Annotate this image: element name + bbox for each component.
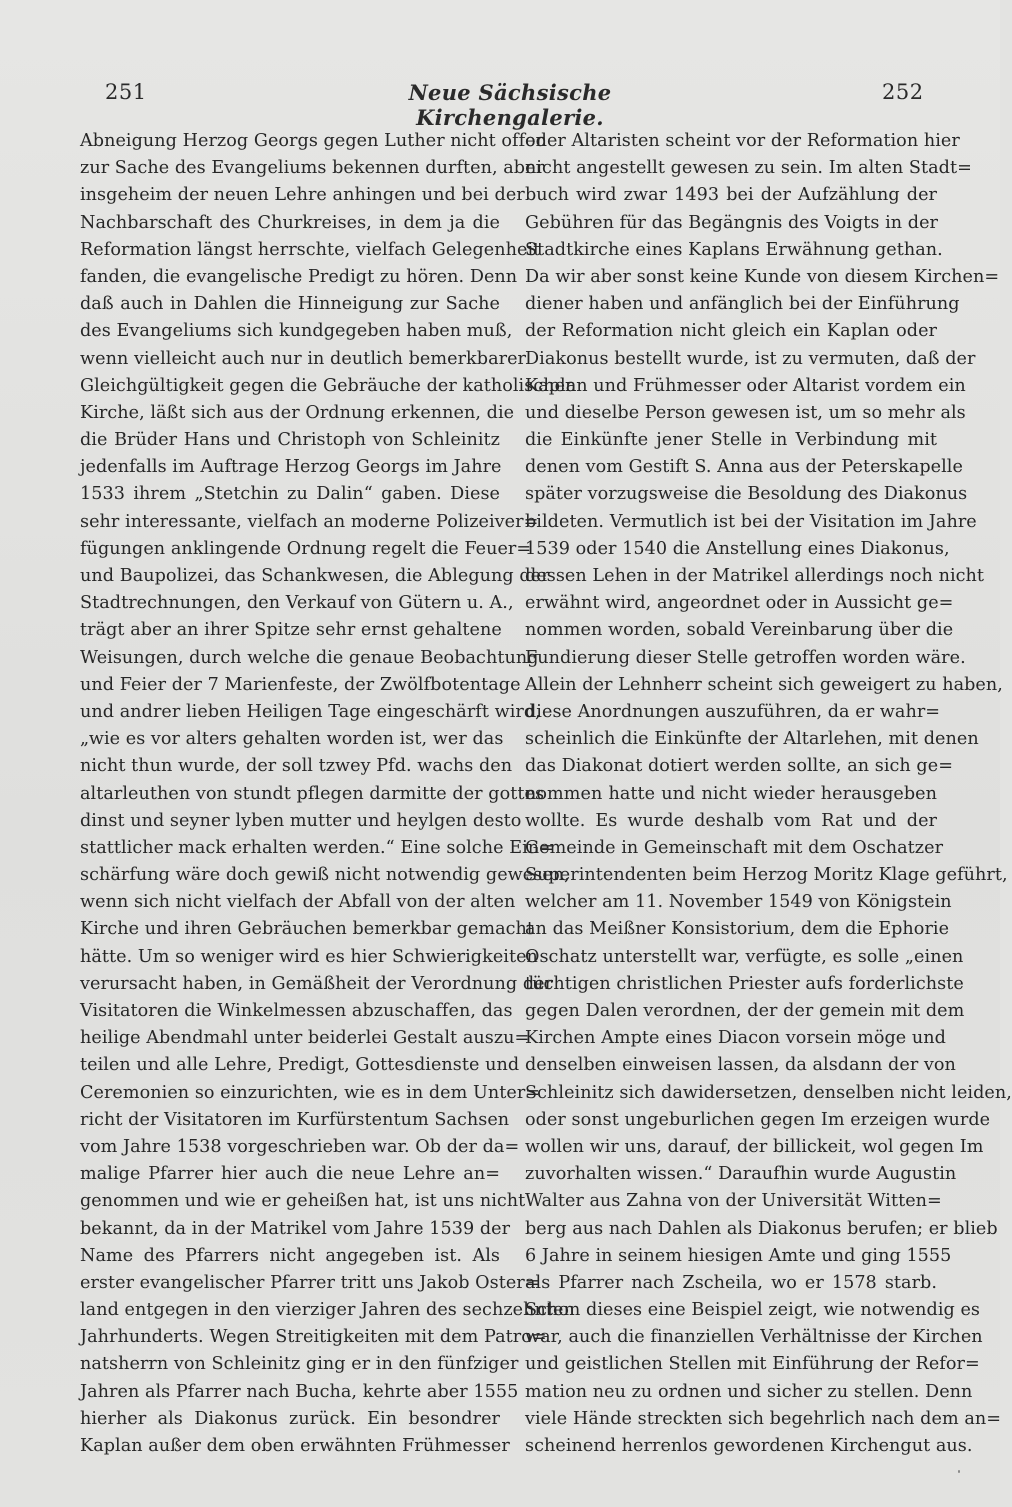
text-line: heilige Abendmahl unter beiderlei Gestalt auszu= <box>80 1028 530 1049</box>
text-line: land entgegen in den vierziger Jahren des sechzehnten <box>80 1300 575 1321</box>
text-line: und Baupolizei, das Schankwesen, die Ablegung der <box>80 566 550 586</box>
text-line: gegen Dalen verordnen, der der gemein mit dem <box>525 1001 965 1021</box>
text-line: erster evangelischer Pfarrer tritt uns Jakob Oster= <box>80 1272 540 1293</box>
text-line: war, auch die finanziellen Verhältnisse der Kirchen <box>525 1327 983 1348</box>
text-line: nicht thun wurde, der soll tzwey Pfd. wachs den <box>80 756 513 777</box>
text-line: altarleuthen von stundt pflegen darmitte der gottes <box>80 783 545 804</box>
right-text-column <box>525 128 1012 1460</box>
text-line: Weisungen, durch welche die genaue Beobachtung <box>80 647 539 668</box>
text-line: genommen und wie er geheißen hat, ist uns nicht <box>80 1191 526 1212</box>
text-line: Kirche, läßt sich aus der Ordnung erkennen, die <box>80 402 515 423</box>
text-line: Gemeinde in Gemeinschaft mit dem Oschatzer <box>525 837 944 858</box>
text-line: die Brüder Hans und Christoph von Schleinitz <box>80 430 500 451</box>
text-line: Walter aus Zahna von der Universität Witten= <box>525 1191 942 1212</box>
text-line: denselben einweisen lassen, da alsdann der von <box>525 1055 956 1076</box>
text-line: Da wir aber sonst keine Kunde von diesem Kirchen= <box>525 266 1000 287</box>
text-line: und Feier der 7 Marienfeste, der Zwölfbotentage <box>80 674 521 695</box>
text-line: Reformation längst herrschte, vielfach Gelegenheit <box>80 239 541 260</box>
running-title: Neue Sächsische Kirchengalerie. <box>408 80 612 130</box>
text-line: Name des Pfarrers nicht angegeben ist. Als <box>80 1245 500 1266</box>
text-line: Kirche und ihren Gebräuchen bemerkbar gemacht <box>80 919 535 940</box>
text-line: bekannt, da in der Matrikel vom Jahre 1539 der <box>80 1218 511 1239</box>
right-page-number: 252 <box>882 80 924 104</box>
text-line: die Einkünfte jener Stelle in Verbindung mit <box>525 430 937 451</box>
text-line: „wie es vor alters gehalten worden ist, wer das <box>80 729 504 750</box>
text-line: Schleinitz sich dawidersetzen, denselben nicht leiden, <box>525 1082 1012 1103</box>
text-line: oder sonst ungeburlichen gegen Im erzeigen wurde <box>525 1109 991 1130</box>
text-line: und geistlichen Stellen mit Einführung der Refor= <box>525 1354 980 1375</box>
text-line: an das Meißner Konsistorium, dem die Ephorie <box>525 919 950 940</box>
text-line: schärfung wäre doch gewiß nicht notwendig gewesen, <box>80 865 570 886</box>
text-line: erwähnt wird, angeordnet oder in Aussicht ge= <box>525 593 954 614</box>
text-line: diese Anordnungen auszuführen, da er wahr= <box>525 701 941 722</box>
text-line: 6 Jahre in seinem hiesigen Amte und ging 1555 <box>525 1245 952 1266</box>
text-line: nicht angestellt gewesen zu sein. Im alten Stadt= <box>525 158 972 179</box>
text-line: Kaplan außer dem oben erwähnten Frühmesser <box>80 1436 510 1456</box>
text-line: Jahren als Pfarrer nach Bucha, kehrte aber 1555 <box>80 1381 519 1402</box>
text-line: buch wird zwar 1493 bei der Aufzählung der <box>525 185 937 206</box>
text-line: Jahrhunderts. Wegen Streitigkeiten mit dem Patro= <box>80 1327 547 1348</box>
text-line: berg aus nach Dahlen als Diakonus berufen; er blieb <box>525 1218 998 1239</box>
text-line: Stadtrechnungen, den Verkauf von Gütern u. A., <box>80 593 514 614</box>
text-line: Kaplan und Frühmesser oder Altarist vordem ein <box>525 375 966 396</box>
text-line: richt der Visitatoren im Kurfürstentum Sachsen <box>80 1109 510 1130</box>
text-line: 1533 ihrem „Stetchin zu Dalin“ gaben. Diese <box>80 484 500 505</box>
text-line: welcher am 11. November 1549 von Königstein <box>525 892 952 913</box>
text-line: wenn vielleicht auch nur in deutlich bemerkbarer <box>80 348 526 369</box>
text-line: das Diakonat dotiert werden sollte, an sich ge= <box>525 756 954 777</box>
text-line: Allein der Lehnherr scheint sich geweigert zu haben, <box>525 674 1003 695</box>
text-line: Stadtkirche eines Kaplans Erwähnung gethan. <box>525 239 943 260</box>
text-line: nommen hatte und nicht wieder herausgeben <box>525 783 937 804</box>
text-line: wenn sich nicht vielfach der Abfall von der alten <box>80 892 516 913</box>
text-line: Kirchen Ampte eines Diacon vorsein möge und <box>525 1028 946 1049</box>
text-line: nommen worden, sobald Vereinbarung über die <box>525 620 954 641</box>
scan-speck <box>958 1470 960 1473</box>
text-line: Schon dieses eine Beispiel zeigt, wie notwendig es <box>525 1300 981 1321</box>
text-line: und andrer lieben Heiligen Tage eingeschärft wird, <box>80 701 541 722</box>
text-line: dessen Lehen in der Matrikel allerdings noch nicht <box>525 566 985 586</box>
text-line: des Evangeliums sich kundgegeben haben muß, <box>80 321 513 342</box>
text-line: Superintendenten beim Herzog Moritz Klage geführt, <box>525 865 1008 886</box>
text-line: tüchtigen christlichen Priester aufs forderlichste <box>525 973 964 994</box>
text-line: stattlicher mack erhalten werden.“ Eine solche Ein= <box>80 837 554 858</box>
text-line: sehr interessante, vielfach an moderne Polizeiver= <box>80 511 539 532</box>
text-line: jedenfalls im Auftrage Herzog Georgs im Jahre <box>80 457 502 478</box>
text-line: als Pfarrer nach Zscheila, wo er 1578 starb. <box>525 1272 937 1293</box>
text-line: zur Sache des Evangeliums bekennen durften, aber <box>80 158 545 179</box>
text-line: Visitatoren die Winkelmessen abzuschaffen, das <box>80 1001 513 1021</box>
left-text-column <box>80 128 577 1460</box>
text-line: Ceremonien so einzurichten, wie es in dem Unter= <box>80 1082 541 1103</box>
text-line: scheinlich die Einkünfte der Altarlehen, mit denen <box>525 729 979 750</box>
text-line: oder Altaristen scheint vor der Reformation hier <box>525 131 960 151</box>
text-line: diener haben und anfänglich bei der Einführung <box>525 294 960 315</box>
text-line: dinst und seyner lyben mutter und heylgen desto <box>80 810 522 831</box>
text-line: vom Jahre 1538 vorgeschrieben war. Ob der da= <box>80 1136 520 1157</box>
left-page-number: 251 <box>105 80 147 104</box>
text-line: denen vom Gestift S. Anna aus der Peterskapelle <box>525 457 963 478</box>
text-line: trägt aber an ihrer Spitze sehr ernst gehaltene <box>80 620 502 641</box>
text-line: daß auch in Dahlen die Hinneigung zur Sache <box>80 294 500 315</box>
text-line: viele Hände streckten sich begehrlich nach dem an= <box>525 1408 1002 1429</box>
text-line: fügungen anklingende Ordnung regelt die Feuer= <box>80 538 532 559</box>
text-line: Gebühren für das Begängnis des Voigts in der <box>525 212 939 233</box>
text-line: mation neu zu ordnen und sicher zu stellen. Denn <box>525 1381 973 1402</box>
text-line: Abneigung Herzog Georgs gegen Luther nicht offen <box>80 131 548 151</box>
text-line: Diakonus bestellt wurde, ist zu vermuten, daß der <box>525 348 976 369</box>
text-line: hätte. Um so weniger wird es hier Schwierigkeiten <box>80 946 538 967</box>
text-line: Gleichgültigkeit gegen die Gebräuche der katholischen <box>80 375 577 396</box>
text-line: fanden, die evangelische Predigt zu hören. Denn <box>80 266 518 287</box>
text-line: Nachbarschaft des Churkreises, in dem ja die <box>80 212 500 233</box>
text-line: später vorzugsweise die Besoldung des Diakonus <box>525 484 968 505</box>
text-line: teilen und alle Lehre, Predigt, Gottesdienste und <box>80 1055 520 1076</box>
text-line: verursacht haben, in Gemäßheit der Verordnung der <box>80 973 554 994</box>
text-line: und dieselbe Person gewesen ist, um so mehr als <box>525 402 966 423</box>
text-line: bildeten. Vermutlich ist bei der Visitation im Jahre <box>525 511 977 532</box>
text-line: Oschatz unterstellt war, verfügte, es solle „einen <box>525 946 964 967</box>
text-line: insgeheim der neuen Lehre anhingen und bei der <box>80 185 525 206</box>
text-line: 1539 oder 1540 die Anstellung eines Diakonus, <box>525 538 950 559</box>
text-line: wollen wir uns, darauf, der billickeit, wol gegen Im <box>525 1136 984 1157</box>
text-line: natsherrn von Schleinitz ging er in den fünfziger <box>80 1354 519 1375</box>
text-line: hierher als Diakonus zurück. Ein besondrer <box>80 1408 500 1429</box>
text-line: malige Pfarrer hier auch die neue Lehre an= <box>80 1164 500 1185</box>
text-line: Fundierung dieser Stelle getroffen worden wäre. <box>525 647 966 668</box>
text-line: der Reformation nicht gleich ein Kaplan oder <box>525 321 937 342</box>
text-line: zuvorhalten wissen.“ Daraufhin wurde Augustin <box>525 1164 957 1185</box>
text-line: scheinend herrenlos gewordenen Kirchengut aus. <box>525 1436 973 1456</box>
text-line: wollte. Es wurde deshalb vom Rat und der <box>525 810 937 831</box>
